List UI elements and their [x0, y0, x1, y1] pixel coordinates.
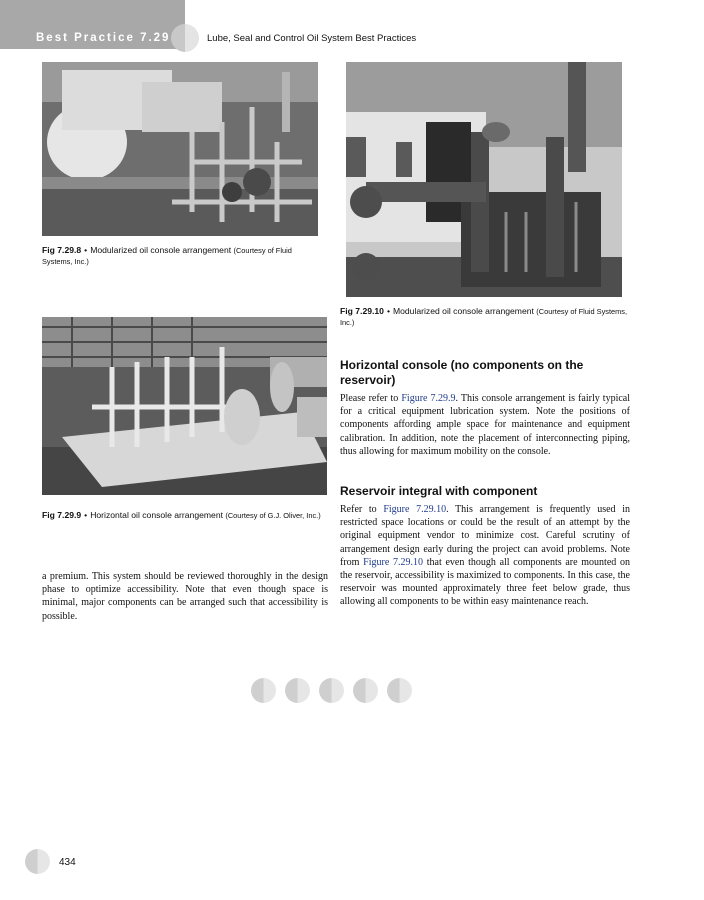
figure-reference-link[interactable]: Figure 7.29.9 [401, 393, 456, 404]
caption-bullet: • [84, 510, 88, 520]
paragraph-text: Please refer to [340, 393, 402, 404]
paragraph-text: Refer to [340, 504, 384, 515]
section-paragraph-reservoir-integral [340, 503, 630, 609]
figure-courtesy: (Courtesy of G.J. Oliver, Inc.) [225, 511, 321, 520]
figure-courtesy: (Courtesy of Fluid Systems, Inc.) [340, 307, 628, 327]
caption-bullet: • [386, 306, 390, 316]
section-end-ornament [251, 678, 412, 703]
page-number-ornament [25, 849, 50, 874]
ornament-circle [251, 678, 276, 703]
figure-7-29-9-caption [42, 510, 332, 521]
figure-title: Horizontal oil console arrangement [90, 510, 223, 520]
figure-label: Fig 7.29.10 [340, 306, 384, 316]
ornament-circle [387, 678, 412, 703]
figure-label: Fig 7.29.9 [42, 510, 82, 520]
paragraph-text: . This console arrangement is fairly typical for a critical equipment lubrication system. Note the positions of components affording ample space for maintenance and equipment calibration. In addition, note the placement of interconnecting piping, thus allowing for maximum mobility on the console. [340, 393, 631, 457]
figure-7-29-9-photo [42, 317, 327, 495]
paragraph-text: . This arrangement is frequently used in restricted space locations or could be the result of an attempt by the original equipment vendor to minimize cost. Careful scrutiny of arrangement design early during the project can avoid problems. Note from [340, 504, 630, 568]
left-column-paragraph: a premium. This system should be reviewed thoroughly in the design phase to optimize accessibility. Note that even though space is minimal, major components can be arranged such that accessibility is possible. [42, 571, 328, 622]
section-paragraph-horizontal-console [340, 392, 630, 458]
figure-title: Modularized oil console arrangement [90, 245, 232, 255]
figure-reference-link[interactable]: Figure 7.29.10 [383, 504, 447, 515]
ornament-circle [353, 678, 378, 703]
section-heading-reservoir-integral: Reservoir integral with component [340, 484, 538, 498]
paragraph-text: that even though all components are mounted on the reservoir, accessibility is maximized to components. In this case, the reservoir was mounted approximately three feet below grade, thus allowing all components to be within easy maintenance reach. [340, 556, 630, 608]
section-heading-horizontal-console: Horizontal console (no components on the reservoir) [340, 358, 584, 387]
figure-7-29-8-photo [42, 62, 318, 236]
figure-reference-link[interactable]: Figure 7.29.10 [363, 556, 424, 568]
figure-label: Fig 7.29.8 [42, 245, 82, 255]
section-label: Best Practice 7.29 [36, 32, 171, 44]
figure-7-29-8-caption [42, 245, 322, 267]
page-number: 434 [59, 857, 76, 868]
header-circle-ornament [171, 24, 199, 52]
caption-bullet: • [84, 245, 88, 255]
chapter-title: Lube, Seal and Control Oil System Best Practices [207, 33, 417, 44]
ornament-circle [285, 678, 310, 703]
figure-courtesy: (Courtesy of Fluid Systems, Inc.) [42, 246, 292, 266]
figure-7-29-10-caption [340, 306, 630, 328]
figure-title: Modularized oil console arrangement [392, 306, 534, 316]
figure-7-29-10-photo [346, 62, 622, 297]
ornament-circle [319, 678, 344, 703]
